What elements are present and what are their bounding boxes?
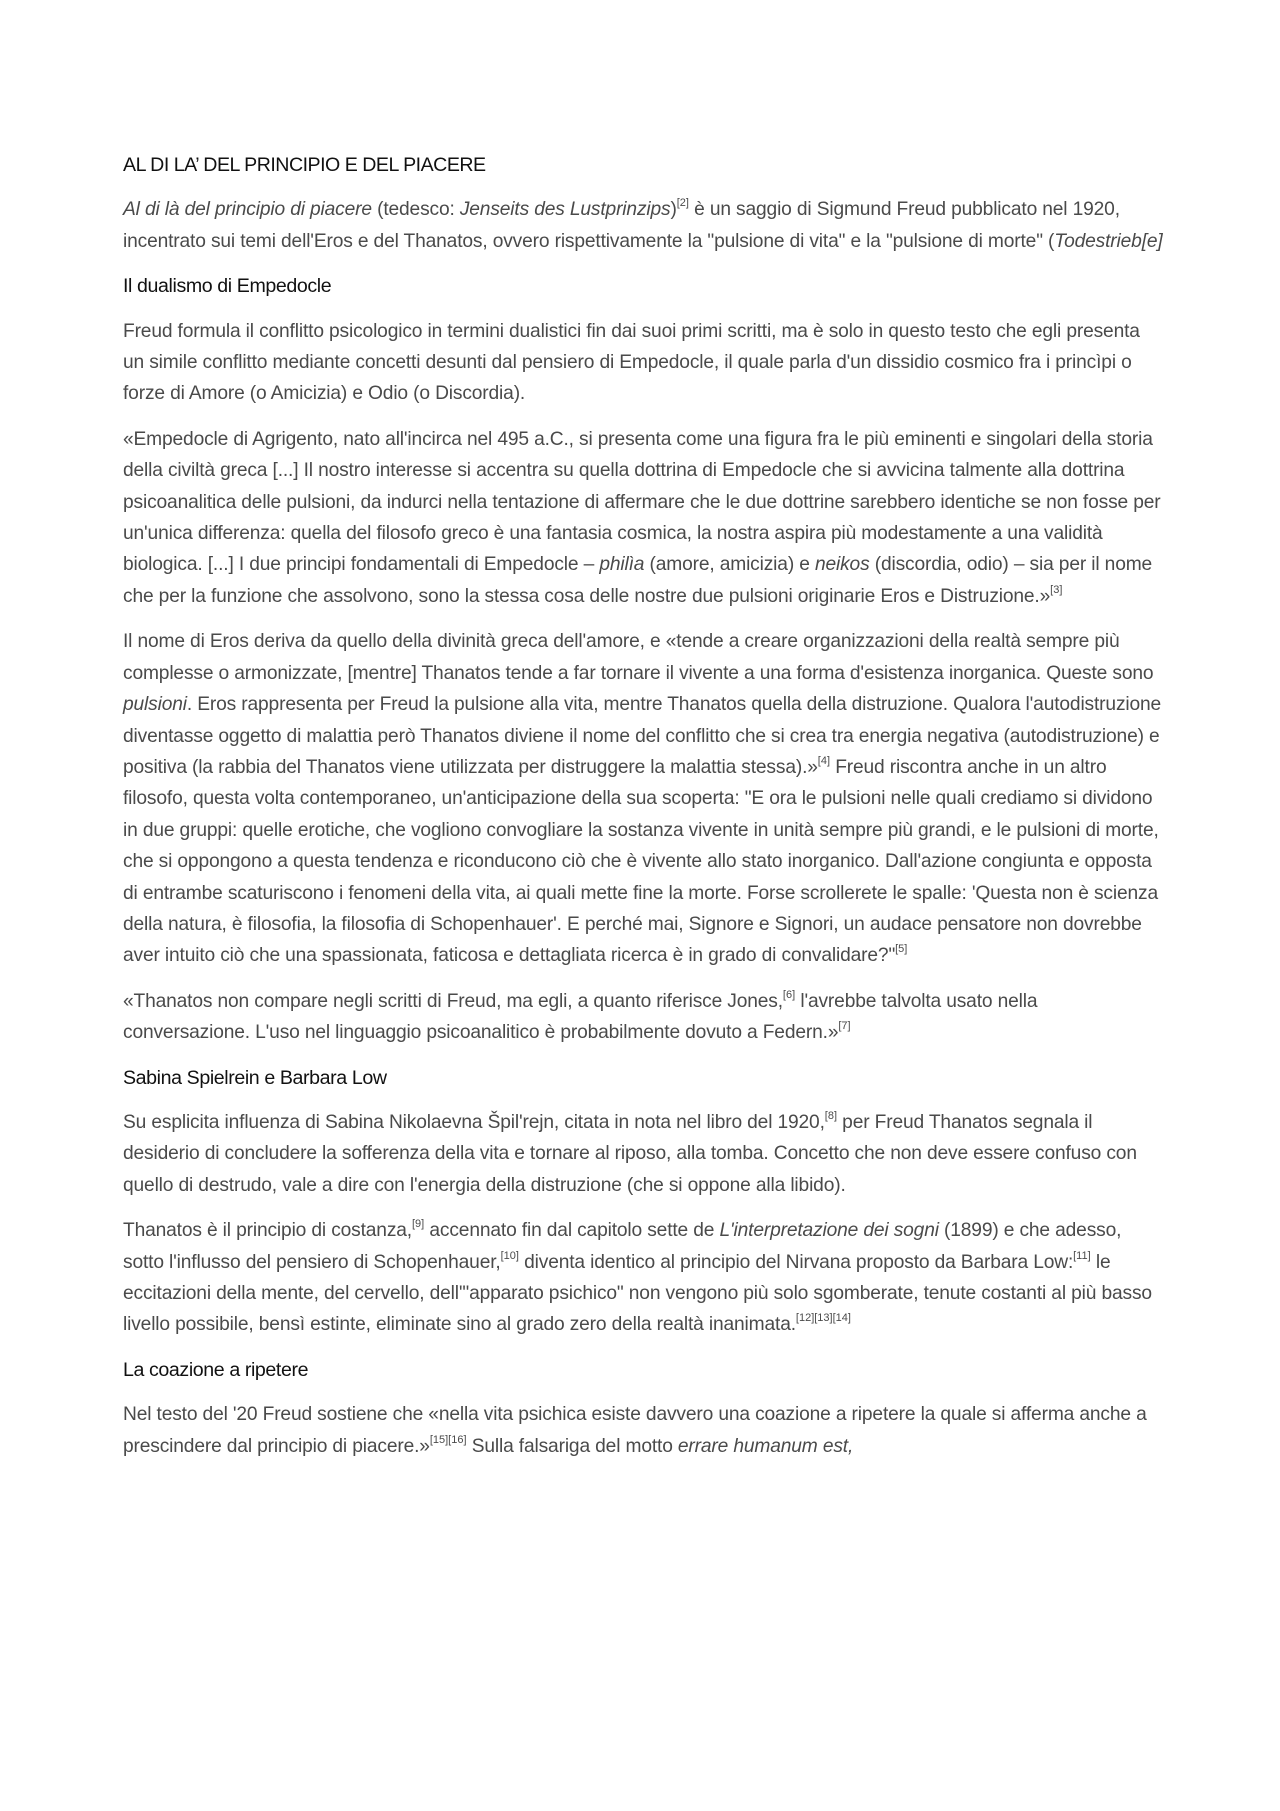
reference-link[interactable]: [9] — [411, 1218, 425, 1231]
reference-link[interactable]: [10] — [500, 1249, 519, 1262]
reference-link[interactable]: [8] — [824, 1109, 837, 1122]
reference-link[interactable]: [3] — [1050, 583, 1063, 596]
book-title-german: Jenseits des Lustprinzips — [459, 199, 671, 221]
section-heading-spielrein: Sabina Spielrein e Barbara Low — [123, 1066, 387, 1089]
section-heading-empedocle: Il dualismo di Empedocle — [123, 275, 332, 298]
reference-link[interactable]: [12][13][14] — [795, 1312, 851, 1325]
paragraph: Freud formula il conflitto psicologico in termini dualistici fin dai suoi primi scritti, ma è solo in questo testo che egli presenta un simile conflitto mediante concetti desunti dal pensiero di Empedocle, il quale parla d'un dissidio cosmico fra i princìpi o forze di Amore (o Amicizia) e Odio (o Discordia). — [123, 320, 1140, 405]
document-page — [123, 150, 1163, 1476]
reference-link[interactable]: [5] — [895, 943, 908, 956]
intro-paragraph: Al di là del principio di piacere (tedesco: Jenseits des Lustprinzips)[2] è un saggio di Sigmund Freud pubblicato nel 1920, incentrato sui temi dell'Eros e del Thanatos, ovvero rispettivamente la "pulsione di vita" e la "pulsione di morte" (Todestrieb[e] — [123, 197, 1163, 252]
quote-paragraph: «Thanatos non compare negli scritti di Freud, ma egli, a quanto riferisce Jones,[6] l'avrebbe talvolta usato nella conversazione. L'uso nel linguaggio psicoanalitico è probabilmente dovuto a Federn.»[7] — [123, 988, 1038, 1044]
quote-paragraph: «Empedocle di Agrigento, nato all'incirca nel 495 a.C., si presenta come una figura fra le più eminenti e singolari della storia della civiltà greca [...] Il nostro interesse si accentra su quella dottrina di Empedocle che si avvicina talmente alla dottrina psicoanalitica delle pulsioni, da indurci nella tentazione di affermare che le due dottrine sarebbero identiche se non fosse per un'unica differenza: quella del filosofo greco è una fantasia cosmica, la nostra aspira più modestamente a una validità biologica. [...] I due principi fondamentali di Empedocle – philìa (amore, amicizia) e neikos (discordia, odio) – sia per il nome che per la funzione che assolvono, sono la stessa cosa delle nostre due pulsioni originarie Eros e Distruzione.»[3] — [123, 428, 1161, 607]
reference-link[interactable]: [11] — [1073, 1249, 1091, 1262]
paragraph: Il nome di Eros deriva da quello della divinità greca dell'amore, e «tende a creare organizzazioni della realtà sempre più complesse o armonizzate, [mentre] Thanatos tende a far tornare il vivente a una forma d'esistenza inorganica. Queste sono pulsioni. Eros rappresenta per Freud la pulsione alla vita, mentre Thanatos quella della distruzione. Qualora l'autodistruzione diventasse oggetto di malattia però Thanatos diviene il nome del conflitto che si crea tra energia negativa (autodistruzione) e positiva (la rabbia del Thanatos viene utilizzata per distruggere la malattia stessa).»[4] Freud riscontra anche in un altro filosofo, questa volta contemporaneo, un'anticipazione della sua scoperta: "E ora le pulsioni nelle quali crediamo si dividono in due gruppi: quelle erotiche, che vogliono convogliare la sostanza vivente in unità sempre più grandi, e le pulsioni di morte, che si oppongono a questa tendenza e riconducono ciò che è vivente allo stato inorganico. Dall'azione congiunta e opposta di entrambe scaturiscono i fenomeni della vita, ai quali mette fine la morte. Forse scrollerete le spalle: 'Questa non è scienza della natura, è filosofia, la filosofia di Schopenhauer'. E perché mai, Signore e Signori, un audace pensatore non dovrebbe aver intuito ciò che una spassionata, faticosa e dettagliata ricerca è in grado di convalidare?"[5] — [123, 631, 1162, 967]
todestrieb-term: Todestrieb[e] — [1054, 230, 1163, 252]
document-title: AL DI LA’ DEL PRINCIPIO E DEL PIACERE — [123, 154, 486, 176]
paragraph: Su esplicita influenza di Sabina Nikolaevna Špil'rejn, citata in nota nel libro del 1920,[8] per Freud Thanatos segnala il desiderio di concludere la sofferenza della vita e tornare al riposo, alla tomba. Concetto che non deve essere confuso con quello di destrudo, vale a dire con l'energia della distruzione (che si oppone alla libido). — [123, 1109, 1137, 1196]
paragraph: Thanatos è il principio di costanza,[9] accennato fin dal capitolo sette de L'interpretazione dei sogni (1899) e che adesso, sotto l'influsso del pensiero di Schopenhauer,[10] diventa identico al principio del Nirvana proposto da Barbara Low:[11] le eccitazioni della mente, del cervello, dell'"apparato psichico" non vengono più solo sgomberate, tenute costanti al più basso livello possibile, bensì estinte, eliminate sino al grado zero della realtà inanimata.[12][13][14] — [123, 1218, 1152, 1336]
section-heading-coazione: La coazione a ripetere — [123, 1358, 309, 1381]
paragraph: Nel testo del '20 Freud sostiene che «nella vita psichica esiste davvero una coazione a ripetere la quale si afferma anche a prescindere dal principio di piacere.»[15][16] Sulla falsariga del motto errare humanum est, — [123, 1404, 1147, 1457]
book-title-italian: Al di là del principio di piacere — [123, 199, 372, 221]
reference-link[interactable]: [7] — [838, 1020, 851, 1033]
reference-link[interactable]: [2] — [676, 197, 689, 210]
reference-link[interactable]: [15][16] — [429, 1433, 467, 1446]
reference-link[interactable]: [4] — [817, 754, 831, 767]
reference-link[interactable]: [6] — [782, 988, 796, 1001]
